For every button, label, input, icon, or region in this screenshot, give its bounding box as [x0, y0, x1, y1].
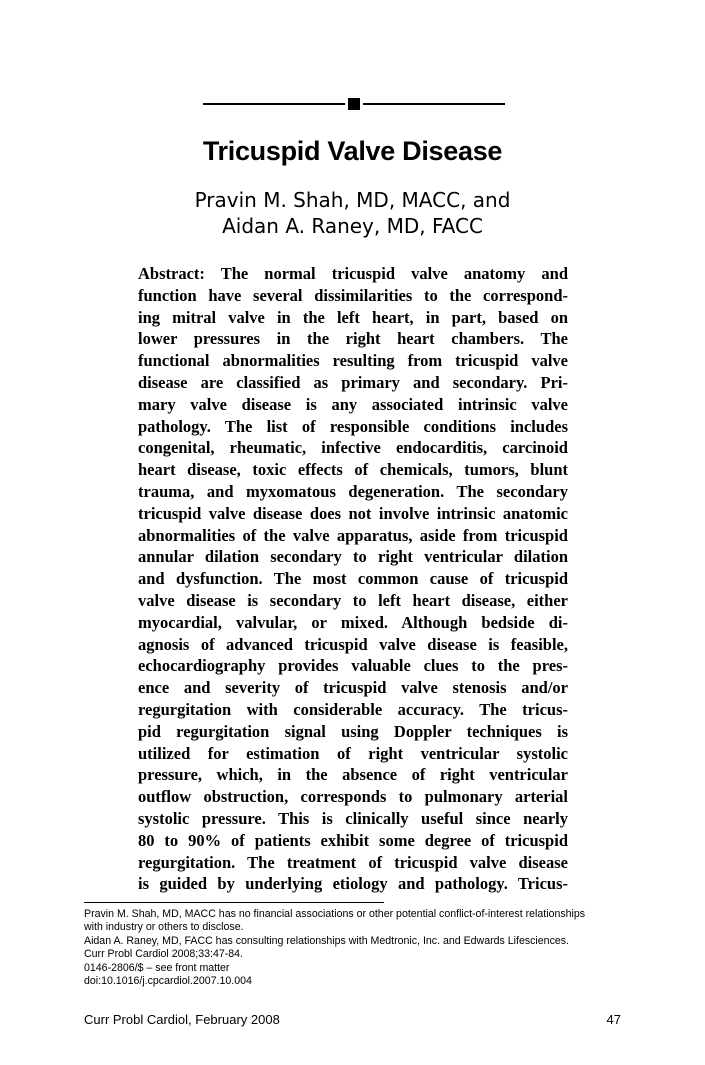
abstract-line: outflow obstruction, corresponds to pulmonary arterial [138, 787, 568, 807]
abstract-line: is guided by underlying etiology and pathology. Tricus- [138, 874, 568, 894]
abstract-line: ing mitral valve in the left heart, in part, based on [138, 307, 568, 327]
abstract-line: Abstract: The normal tricuspid valve anatomy and [138, 264, 568, 283]
abstract-line: systolic pressure. This is clinically useful since nearly [138, 808, 568, 828]
footnote-line: Pravin M. Shah, MD, MACC has no financial associations or other potential conflict-of-interest relationships [84, 908, 586, 920]
abstract-line: lower pressures in the right heart chambers. The [138, 329, 568, 349]
abstract-line: tricuspid valve disease does not involve intrinsic anatomic [138, 503, 568, 523]
footnote-line: with industry or others to disclose. [84, 921, 244, 934]
abstract-line: and dysfunction. The most common cause of tricuspid [138, 569, 568, 589]
abstract-line: ence and severity of tricuspid valve stenosis and/or [138, 678, 568, 698]
abstract-line: valve disease is secondary to left heart disease, either [138, 590, 568, 610]
article-title: Tricuspid Valve Disease [202, 136, 503, 166]
abstract-line: agnosis of advanced tricuspid valve disease is feasible, [138, 634, 568, 654]
running-footer-journal: Curr Probl Cardiol, February 2008 [84, 1012, 280, 1027]
abstract-line: pid regurgitation signal using Doppler techniques is [138, 721, 568, 741]
abstract-line: heart disease, toxic effects of chemicals, tumors, blunt [138, 460, 568, 480]
footnote-line: doi:10.1016/j.cpcardiol.2007.10.004 [84, 975, 252, 988]
abstract-line: echocardiography provides valuable clues to the pres- [138, 656, 568, 676]
abstract-line: congenital, rheumatic, infective endocarditis, carcinoid [138, 438, 568, 458]
abstract-line: functional abnormalities resulting from tricuspid valve [138, 351, 568, 371]
abstract-line: regurgitation with considerable accuracy. The tricus- [138, 699, 568, 719]
ornament-rule-left [203, 103, 345, 105]
abstract-line: utilized for estimation of right ventricular systolic [138, 743, 568, 763]
abstract-line: annular dilation secondary to right ventricular dilation [138, 547, 568, 567]
author-line: Pravin M. Shah, MD, MACC, and [194, 188, 511, 212]
abstract-line: abnormalities of the valve apparatus, aside from tricuspid [138, 525, 568, 545]
abstract-line: pathology. The list of responsible conditions includes [138, 416, 568, 436]
abstract-line: myocardial, valvular, or mixed. Although bedside di- [138, 612, 568, 632]
page-number: 47 [606, 1012, 621, 1027]
abstract-line: mary valve disease is any associated intrinsic valve [138, 394, 568, 414]
abstract-line: pressure, which, in the absence of right ventricular [138, 765, 568, 785]
abstract [138, 263, 568, 895]
author-list [0, 187, 705, 239]
footnote-line: 0146-2806/$ – see front matter [84, 961, 230, 974]
ornament-rule-right [363, 103, 505, 105]
abstract-line: 80 to 90% of patients exhibit some degree of tricuspid [138, 830, 568, 850]
ornament-square-icon [348, 98, 360, 110]
abstract-line: function have several dissimilarities to the correspond- [138, 285, 568, 305]
footnote-line: Curr Probl Cardiol 2008;33:47-84. [84, 948, 243, 961]
footnotes [84, 908, 644, 988]
title-ornament [203, 98, 505, 110]
abstract-line: disease are classified as primary and secondary. Pri- [138, 372, 568, 392]
footnote-divider [84, 902, 384, 903]
footnote-line: Aidan A. Raney, MD, FACC has consulting relationships with Medtronic, Inc. and Edwards Lifesciences. [84, 934, 569, 947]
abstract-line: trauma, and myxomatous degeneration. The secondary [138, 481, 568, 501]
author-line: Aidan A. Raney, MD, FACC [222, 214, 483, 238]
abstract-line: regurgitation. The treatment of tricuspid valve disease [138, 852, 568, 872]
